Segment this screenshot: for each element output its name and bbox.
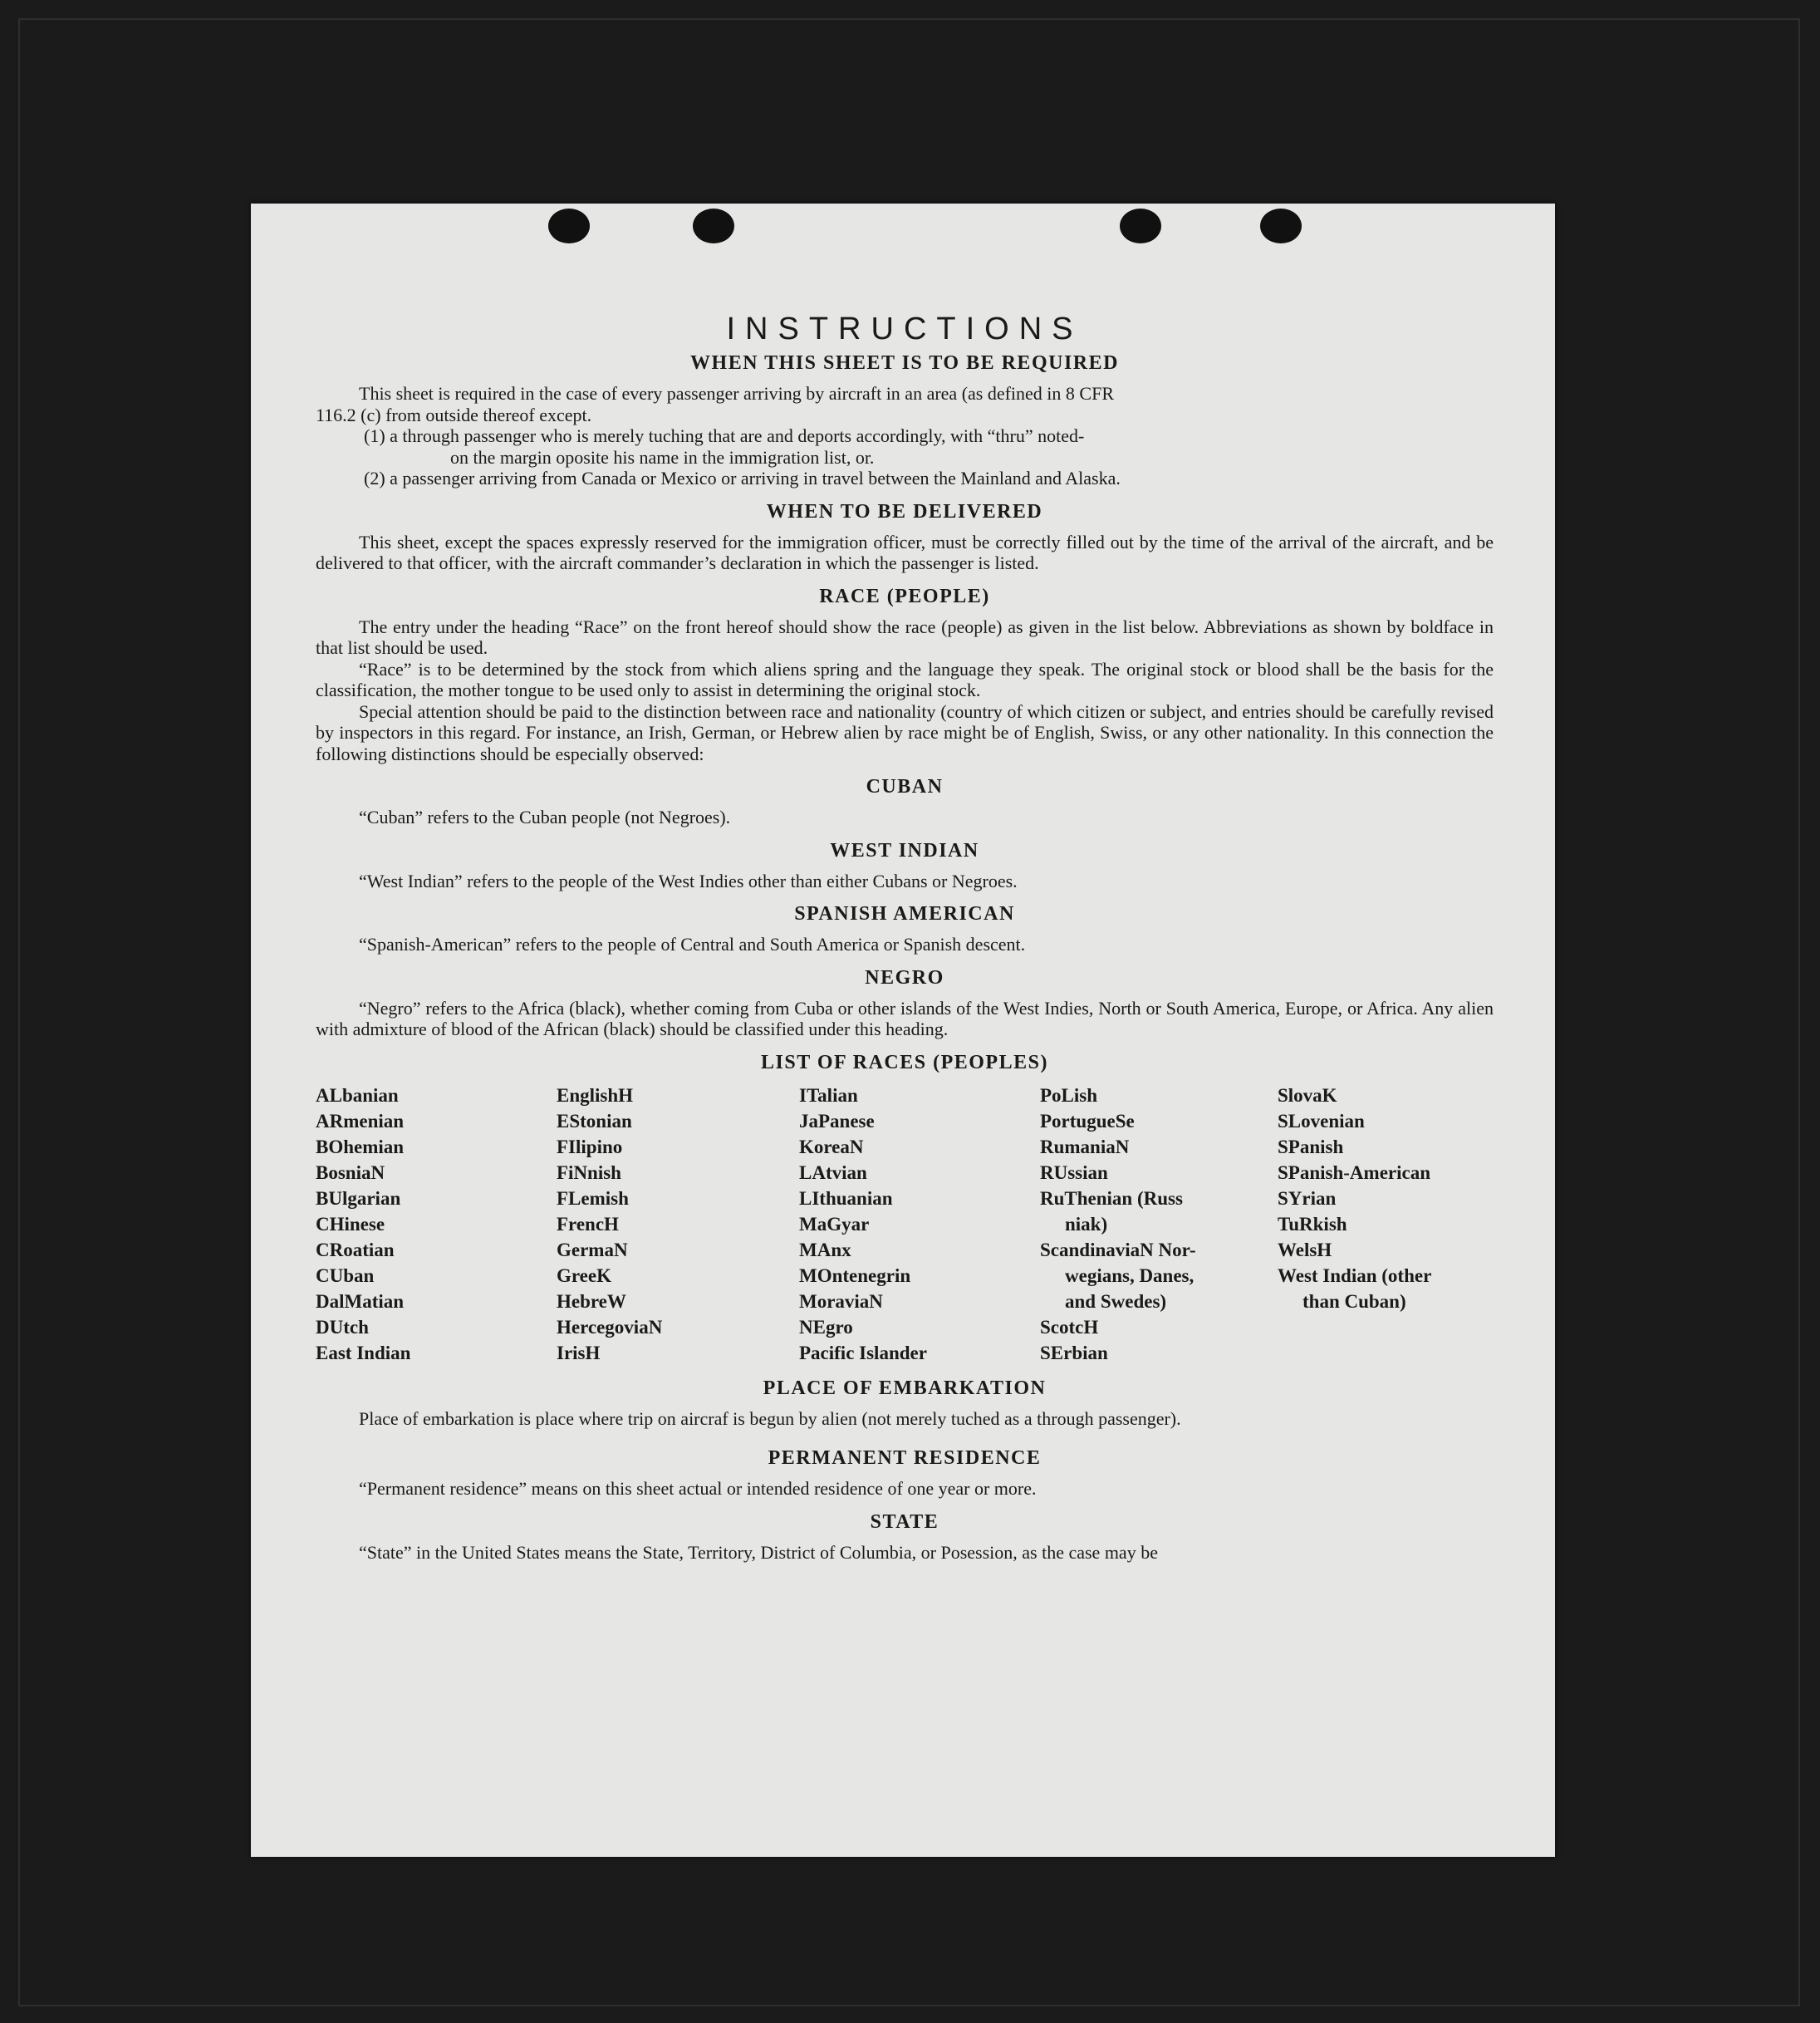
section-heading-residence: PERMANENT RESIDENCE bbox=[768, 1447, 1042, 1469]
races-list bbox=[316, 1083, 1494, 1366]
race-entry: JaPanese bbox=[799, 1110, 875, 1132]
required-item-2: (2) a passenger arriving from Canada or Mexico or arriving in travel between the Mainland and Alaska. bbox=[364, 468, 1121, 489]
west-indian-text: “West Indian” refers to the people of the West Indies other than either Cubans or Negroes. bbox=[359, 870, 1018, 891]
race-entry: FiNnish bbox=[557, 1161, 621, 1183]
page-title: INSTRUCTIONS bbox=[726, 312, 1083, 346]
race-entry: SYrian bbox=[1278, 1187, 1337, 1209]
race-entry: PortugueSe bbox=[1040, 1110, 1135, 1132]
race-entry: ITalian bbox=[799, 1084, 858, 1106]
race-entry: SLovenian bbox=[1278, 1110, 1365, 1132]
document-body bbox=[316, 312, 1494, 1563]
race-entry: CHinese bbox=[316, 1213, 385, 1235]
race-entry: ScandinaviaN Nor- bbox=[1040, 1239, 1196, 1260]
race-entry: ScotcH bbox=[1040, 1316, 1099, 1338]
section-heading-embarkation: PLACE OF EMBARKATION bbox=[763, 1377, 1047, 1399]
section-heading-required: WHEN THIS SHEET IS TO BE REQUIRED bbox=[690, 352, 1119, 374]
race-entry: EStonian bbox=[557, 1110, 632, 1132]
required-intro-line1: This sheet is required in the case of every passenger arriving by aircraft in an area (as defined in 8 CFR bbox=[359, 383, 1115, 404]
race-entry-continued: than Cuban) bbox=[1302, 1290, 1406, 1312]
section-heading-race: RACE (PEOPLE) bbox=[819, 585, 990, 607]
race-entry: RumaniaN bbox=[1040, 1136, 1130, 1157]
required-item-1-line2: on the margin oposite his name in the immigration list, or. bbox=[450, 446, 875, 468]
race-entry: FIlipino bbox=[557, 1136, 623, 1157]
race-entry: West Indian (other bbox=[1278, 1264, 1432, 1286]
race-entry: HebreW bbox=[557, 1290, 626, 1312]
race-entry: NEgro bbox=[799, 1316, 853, 1338]
race-entry: MoraviaN bbox=[799, 1290, 883, 1312]
race-entry: BOhemian bbox=[316, 1136, 405, 1157]
section-heading-negro: NEGRO bbox=[865, 966, 944, 989]
cuban-text: “Cuban” refers to the Cuban people (not Negroes). bbox=[359, 807, 731, 827]
section-heading-delivered: WHEN TO BE DELIVERED bbox=[766, 500, 1043, 523]
race-paragraph-3: Special attention should be paid to the distinction between race and nationality (country of which citizen or subject, and entries should be carefully revised by inspectors in this regard. For instance, an Irish, German, or Hebrew alien by race might be of English, Swiss, or any other nationality. In this connection the following distinctions should be especially observed: bbox=[316, 700, 1494, 764]
punch-hole bbox=[548, 209, 590, 243]
race-entry: MaGyar bbox=[799, 1213, 870, 1235]
race-paragraph-2: “Race” is to be determined by the stock from which aliens spring and the language they speak. The original stock or blood shall be the basis for the classification, the mother tongue to be used only to assist in determining the original stock. bbox=[316, 658, 1494, 700]
race-entry: KoreaN bbox=[799, 1136, 864, 1157]
race-entry: LAtvian bbox=[799, 1161, 867, 1183]
race-entry: FrencH bbox=[557, 1213, 619, 1235]
race-entry: CUban bbox=[316, 1264, 375, 1286]
embarkation-text: Place of embarkation is place where trip on aircraf is begun by alien (not merely tuched as a through passenger). bbox=[359, 1407, 1181, 1429]
race-entry: SErbian bbox=[1040, 1342, 1108, 1363]
race-entry-continued: niak) bbox=[1065, 1213, 1108, 1235]
document-sheet bbox=[251, 204, 1555, 1857]
spanish-american-text: “Spanish-American” refers to the people of Central and South America or Spanish descent. bbox=[359, 934, 1026, 955]
required-intro-line2: 116.2 (c) from outside thereof except. bbox=[316, 404, 592, 425]
race-entry: EnglishH bbox=[557, 1084, 634, 1106]
race-entry: SPanish bbox=[1278, 1136, 1344, 1157]
race-entry: PoLish bbox=[1040, 1084, 1098, 1106]
races-column-2 bbox=[557, 1083, 799, 1366]
race-entry-continued: wegians, Danes, bbox=[1065, 1264, 1195, 1286]
punch-hole bbox=[693, 209, 734, 243]
section-heading-state: STATE bbox=[870, 1510, 939, 1533]
required-item-1 bbox=[364, 425, 1494, 468]
race-entry: SlovaK bbox=[1278, 1084, 1337, 1106]
races-column-4 bbox=[1040, 1083, 1278, 1366]
race-entry: BosniaN bbox=[316, 1161, 385, 1183]
race-entry: HercegoviaN bbox=[557, 1316, 663, 1338]
race-entry: GermaN bbox=[557, 1239, 628, 1260]
race-entry: DalMatian bbox=[316, 1290, 405, 1312]
punch-hole bbox=[1120, 209, 1161, 243]
race-entry: CRoatian bbox=[316, 1239, 395, 1260]
race-entry: MAnx bbox=[799, 1239, 851, 1260]
race-paragraph-1: The entry under the heading “Race” on the front hereof should show the race (people) as given in the list below. Abbreviations as shown by boldface in that list should be used. bbox=[316, 616, 1494, 658]
race-entry: ARmenian bbox=[316, 1110, 405, 1132]
residence-text: “Permanent residence” means on this sheet actual or intended residence of one year or more. bbox=[359, 1478, 1037, 1499]
race-entry: SPanish-American bbox=[1278, 1161, 1430, 1183]
section-heading-spanish-american: SPANISH AMERICAN bbox=[794, 903, 1015, 925]
section-heading-west-indian: WEST INDIAN bbox=[830, 839, 979, 862]
races-column-3 bbox=[799, 1083, 1040, 1366]
negro-text: “Negro” refers to the Africa (black), whether coming from Cuba or other islands of the West Indies, North or South America, Europe, or Africa. Any alien with admixture of blood of the African (black) should be classified under this heading. bbox=[316, 997, 1494, 1039]
section-heading-races-list: LIST OF RACES (PEOPLES) bbox=[761, 1051, 1048, 1073]
races-column-5 bbox=[1278, 1083, 1494, 1366]
race-entry: ALbanian bbox=[316, 1084, 399, 1106]
race-entry: RUssian bbox=[1040, 1161, 1108, 1183]
race-entry: FLemish bbox=[557, 1187, 629, 1209]
race-entry: TuRkish bbox=[1278, 1213, 1347, 1235]
section-heading-cuban: CUBAN bbox=[866, 776, 944, 798]
race-entry: Pacific Islander bbox=[799, 1342, 927, 1363]
delivered-text: This sheet, except the spaces expressly reserved for the immigration officer, must be correctly filled out by the time of the arrival of the aircraft, and be delivered to that officer, with the aircraft commander’s declaration in which the passenger is listed. bbox=[316, 531, 1494, 573]
race-entry: LIthuanian bbox=[799, 1187, 893, 1209]
races-column-1 bbox=[316, 1083, 557, 1366]
race-entry: BUlgarian bbox=[316, 1187, 401, 1209]
race-entry: WelsH bbox=[1278, 1239, 1332, 1260]
race-entry-continued: and Swedes) bbox=[1065, 1290, 1167, 1312]
required-item-1-line1: (1) a through passenger who is merely tuching that are and deports accordingly, with “thru” noted- bbox=[364, 425, 1085, 446]
race-entry: IrisH bbox=[557, 1342, 601, 1363]
race-entry: East Indian bbox=[316, 1342, 411, 1363]
race-entry: DUtch bbox=[316, 1316, 369, 1338]
race-entry: RuThenian (Russ bbox=[1040, 1187, 1183, 1209]
punch-hole bbox=[1260, 209, 1302, 243]
race-entry: GreeK bbox=[557, 1264, 611, 1286]
race-entry: MOntenegrin bbox=[799, 1264, 911, 1286]
state-text: “State” in the United States means the State, Territory, District of Columbia, or Posession, as the case may be bbox=[359, 1541, 1158, 1563]
